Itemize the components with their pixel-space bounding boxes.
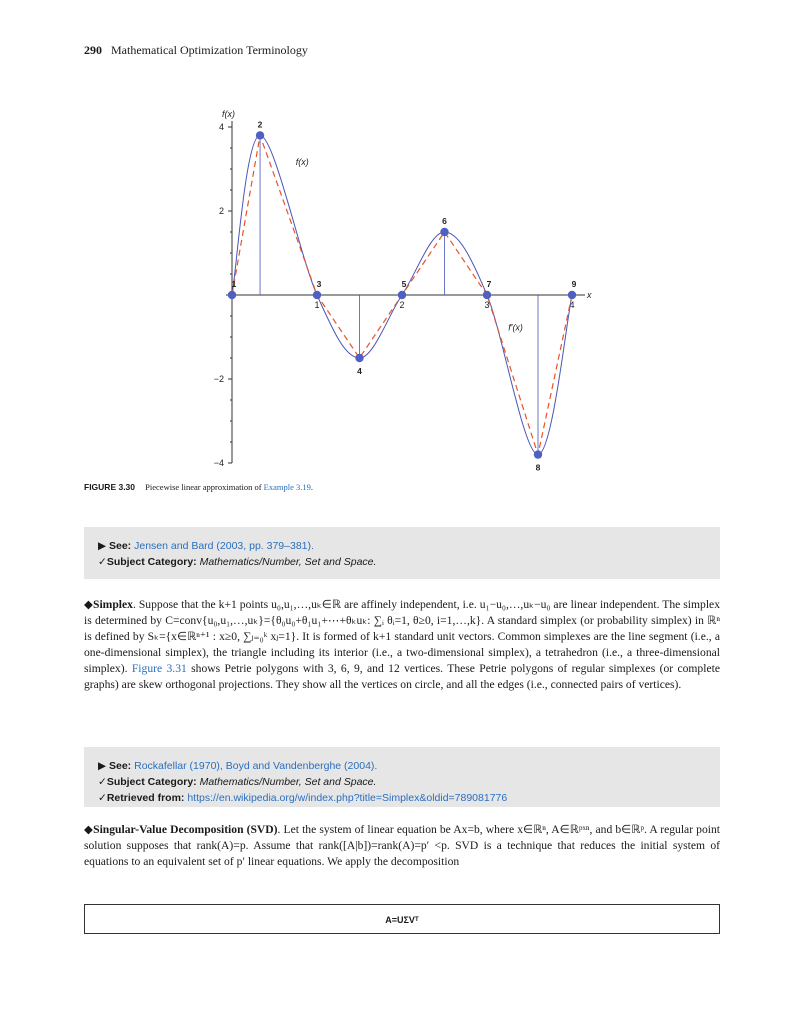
svd-equation: A=UΣVᵀ (385, 915, 419, 925)
x-tick-label: 1 (314, 300, 320, 310)
svd-text: . Let the system of linear equation be Ax=b, where x∈ℝⁿ, A∈ℝᵖˣⁿ, and b∈ℝᵖ. A regular point solution supposes that rank(A)=p. Assume that rank([A|b])=rank(A)=p′ <p. SVD is a technique that reduces the initial system of equations to an equivalent set of p′ linear equations. We apply the decomposition (84, 823, 720, 869)
point-label: 6 (442, 216, 447, 226)
simplex-text-2: shows Petrie polygons with 3, 6, 9, and 12 vertices. These Petrie polygons of regular simplexes (or complete graphs) are skew orthogonal projections. They show all the vertices on circle, and all the edges (i.e., connected pairs of vertices). (84, 662, 720, 692)
x-axis-label: x (587, 290, 592, 300)
running-head (84, 43, 308, 58)
example-link[interactable]: Example 3.19 (263, 482, 311, 492)
curve-label: f(x) (295, 156, 309, 167)
y-tick-label: −2 (213, 374, 224, 384)
see-box-2 (84, 747, 720, 807)
y-tick-label: −4 (213, 458, 224, 468)
y-tick-label: 2 (218, 206, 224, 216)
check-icon: ✓ (98, 776, 107, 788)
data-point (534, 450, 542, 458)
retrieved-row (84, 790, 720, 806)
figure-reference-link[interactable]: Figure 3.31 (131, 662, 187, 676)
x-tick-label: 4 (569, 300, 575, 310)
see-reference-link[interactable]: Jensen and Bard (2003, pp. 379–381). (134, 540, 314, 552)
piecewise-linear-figure (190, 95, 610, 480)
caption-end: . (310, 482, 313, 492)
x-tick-label: 2 (399, 300, 405, 310)
y-axis-label: f(x) (222, 109, 235, 119)
see-row (84, 538, 720, 554)
simplex-term: Simplex (93, 598, 133, 611)
point-label: 1 (231, 279, 237, 289)
y-tick-label: 4 (218, 122, 224, 132)
retrieved-url-link[interactable]: https://en.wikipedia.org/w/index.php?title=Simplex&oldid=789081776 (187, 792, 508, 804)
svd-term: Singular-Value Decomposition (SVD) (93, 823, 278, 836)
x-tick-label: 3 (484, 300, 490, 310)
see-label: See: (109, 540, 132, 552)
marks (228, 119, 577, 472)
data-point (228, 291, 236, 299)
subject-label: Subject Category: (106, 776, 197, 788)
point-label: 8 (535, 462, 541, 473)
see-row (84, 758, 720, 774)
triangle-icon: ▶ (98, 760, 107, 772)
svd-paragraph (84, 822, 720, 870)
running-title: Mathematical Optimization Terminology (111, 43, 308, 57)
approx-label: f′(x) (508, 322, 523, 333)
check-icon: ✓ (98, 556, 107, 568)
point-label: 2 (257, 119, 263, 130)
data-point (483, 291, 491, 299)
point-label: 5 (401, 279, 407, 289)
point-label: 7 (486, 279, 492, 289)
point-label: 4 (357, 366, 362, 376)
page-number: 290 (84, 43, 102, 57)
data-point (355, 354, 363, 362)
data-point (440, 228, 448, 236)
data-point (256, 131, 264, 139)
see-label: See: (109, 760, 132, 772)
simplex-text-1: . Suppose that the k+1 points u₀,u₁,…,uₖ∈ℝ are affinely independent, i.e. u₁−u₀,…,uₖ−u₀ are linear independent. The simplex is determined by C=conv{u₀,u₁,…,uₖ}={θ₀u₀+θ₁u₁+⋯+θₖuₖ: ∑ᵢ θᵢ=1, θ≥0, i=1,…,k}. A standard simplex (or probability simplex) in ℝⁿ is defined by Sₖ={x∈ℝⁿ⁺¹ : x≥0, ∑ⱼ₌₀ᵏ xⱼ=1}. It is formed of k+1 standard unit vectors. Common simplexes are the line segment (i.e., a one-dimensional simplex), the triangle including its interior (i.e., a two-dimensional simplex), a tetrahedron (i.e., a three-dimensional simplex). (84, 598, 721, 676)
data-point (313, 291, 321, 299)
caption-label: FIGURE 3.30 (84, 482, 136, 492)
data-point (398, 291, 406, 299)
check-icon: ✓ (98, 792, 107, 804)
point-label: 3 (316, 279, 322, 289)
diamond-icon: ◆ (84, 823, 94, 836)
subject-row (84, 554, 720, 570)
caption-text: Piecewise linear approximation of (145, 482, 262, 492)
subject-value: Mathematics/Number, Set and Space. (199, 776, 377, 788)
triangle-icon: ▶ (98, 540, 107, 552)
subject-value: Mathematics/Number, Set and Space. (199, 556, 377, 568)
simplex-paragraph (84, 597, 720, 694)
equation-box (84, 904, 720, 934)
see-box-1 (84, 527, 720, 579)
subject-row (84, 774, 720, 790)
subject-label: Subject Category: (106, 556, 197, 568)
retrieved-label: Retrieved from: (106, 792, 185, 804)
point-label: 9 (571, 279, 577, 289)
figure-caption (84, 482, 313, 492)
diamond-icon: ◆ (84, 598, 94, 611)
see-reference-link[interactable]: Rockafellar (1970), Boyd and Vandenberghe (2004). (134, 760, 378, 772)
data-point (568, 291, 576, 299)
